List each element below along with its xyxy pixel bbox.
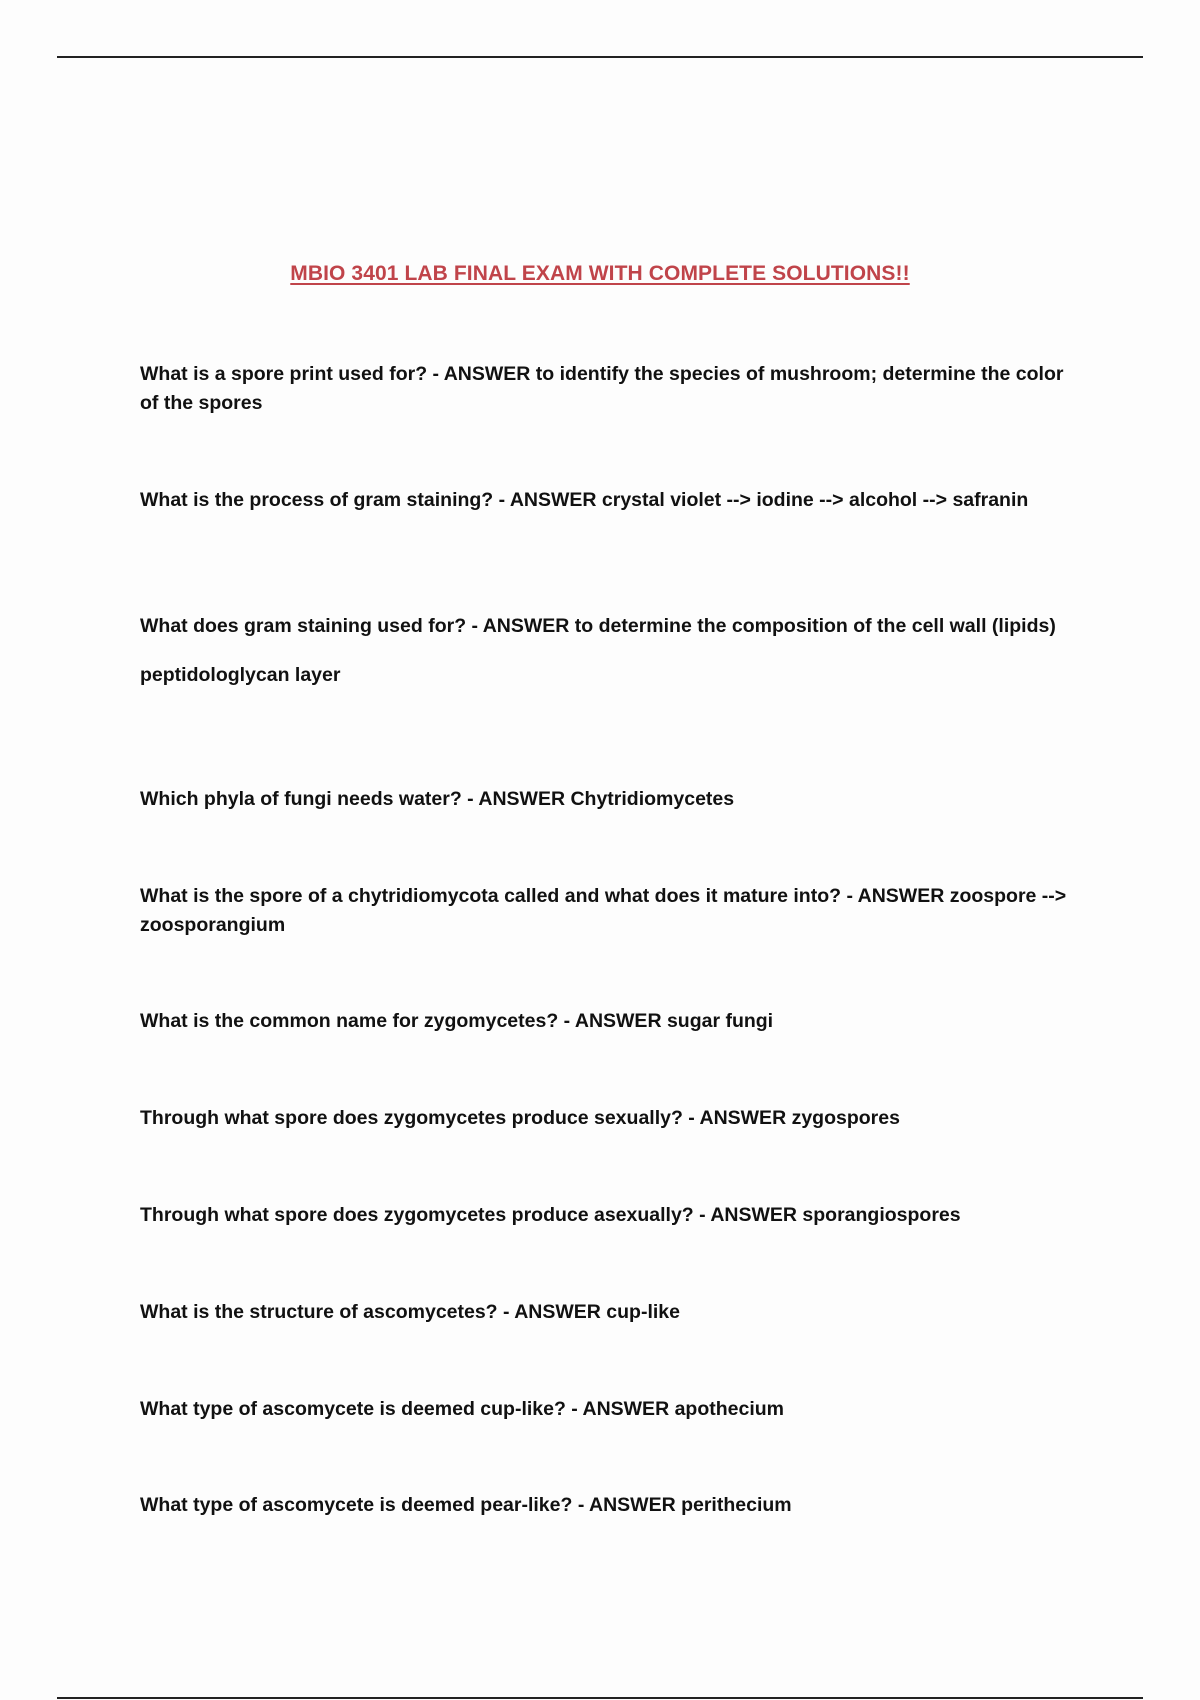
qa-item-10 <box>140 1395 1075 1424</box>
qa-item-5 <box>140 882 1075 940</box>
bottom-divider <box>57 1697 1143 1699</box>
qa-text: Which phyla of fungi needs water? - ANSWER Chytridiomycetes <box>140 788 735 810</box>
document-title: MBIO 3401 LAB FINAL EXAM WITH COMPLETE SOLUTIONS!! <box>290 262 910 285</box>
qa-extra-text: peptidologlycan layer <box>140 664 341 686</box>
qa-item-7 <box>140 1104 1075 1133</box>
qa-text: Through what spore does zygomycetes produce sexually? - ANSWER zygospores <box>140 1107 900 1129</box>
top-divider <box>57 56 1143 58</box>
qa-item-1 <box>140 360 1075 418</box>
qa-item-4 <box>140 785 1075 814</box>
qa-text: What is the common name for zygomycetes? - ANSWER sugar fungi <box>140 1010 774 1032</box>
qa-item-11 <box>140 1491 1075 1520</box>
qa-text: What does gram staining used for? - ANSWER to determine the composition of the cell wall (lipids) <box>140 615 1056 637</box>
qa-item-8 <box>140 1201 1075 1230</box>
qa-text: What type of ascomycete is deemed cup-like? - ANSWER apothecium <box>140 1398 784 1420</box>
qa-item-3 <box>140 612 1075 690</box>
qa-text: Through what spore does zygomycetes produce asexually? - ANSWER sporangiospores <box>140 1204 961 1226</box>
qa-text: What is the structure of ascomycetes? - ANSWER cup-like <box>140 1301 680 1323</box>
qa-text: What type of ascomycete is deemed pear-like? - ANSWER perithecium <box>140 1494 792 1516</box>
qa-item-6 <box>140 1007 1075 1036</box>
qa-item-9 <box>140 1298 1075 1327</box>
qa-text: What is a spore print used for? - ANSWER to identify the species of mushroom; determine the color of the spores <box>140 363 1064 414</box>
qa-text: What is the spore of a chytridiomycota called and what does it mature into? - ANSWER zoospore --> zoosporangium <box>140 885 1067 936</box>
qa-text: What is the process of gram staining? - ANSWER crystal violet --> iodine --> alcohol --> safranin <box>140 489 1029 511</box>
qa-item-2 <box>140 486 1075 515</box>
